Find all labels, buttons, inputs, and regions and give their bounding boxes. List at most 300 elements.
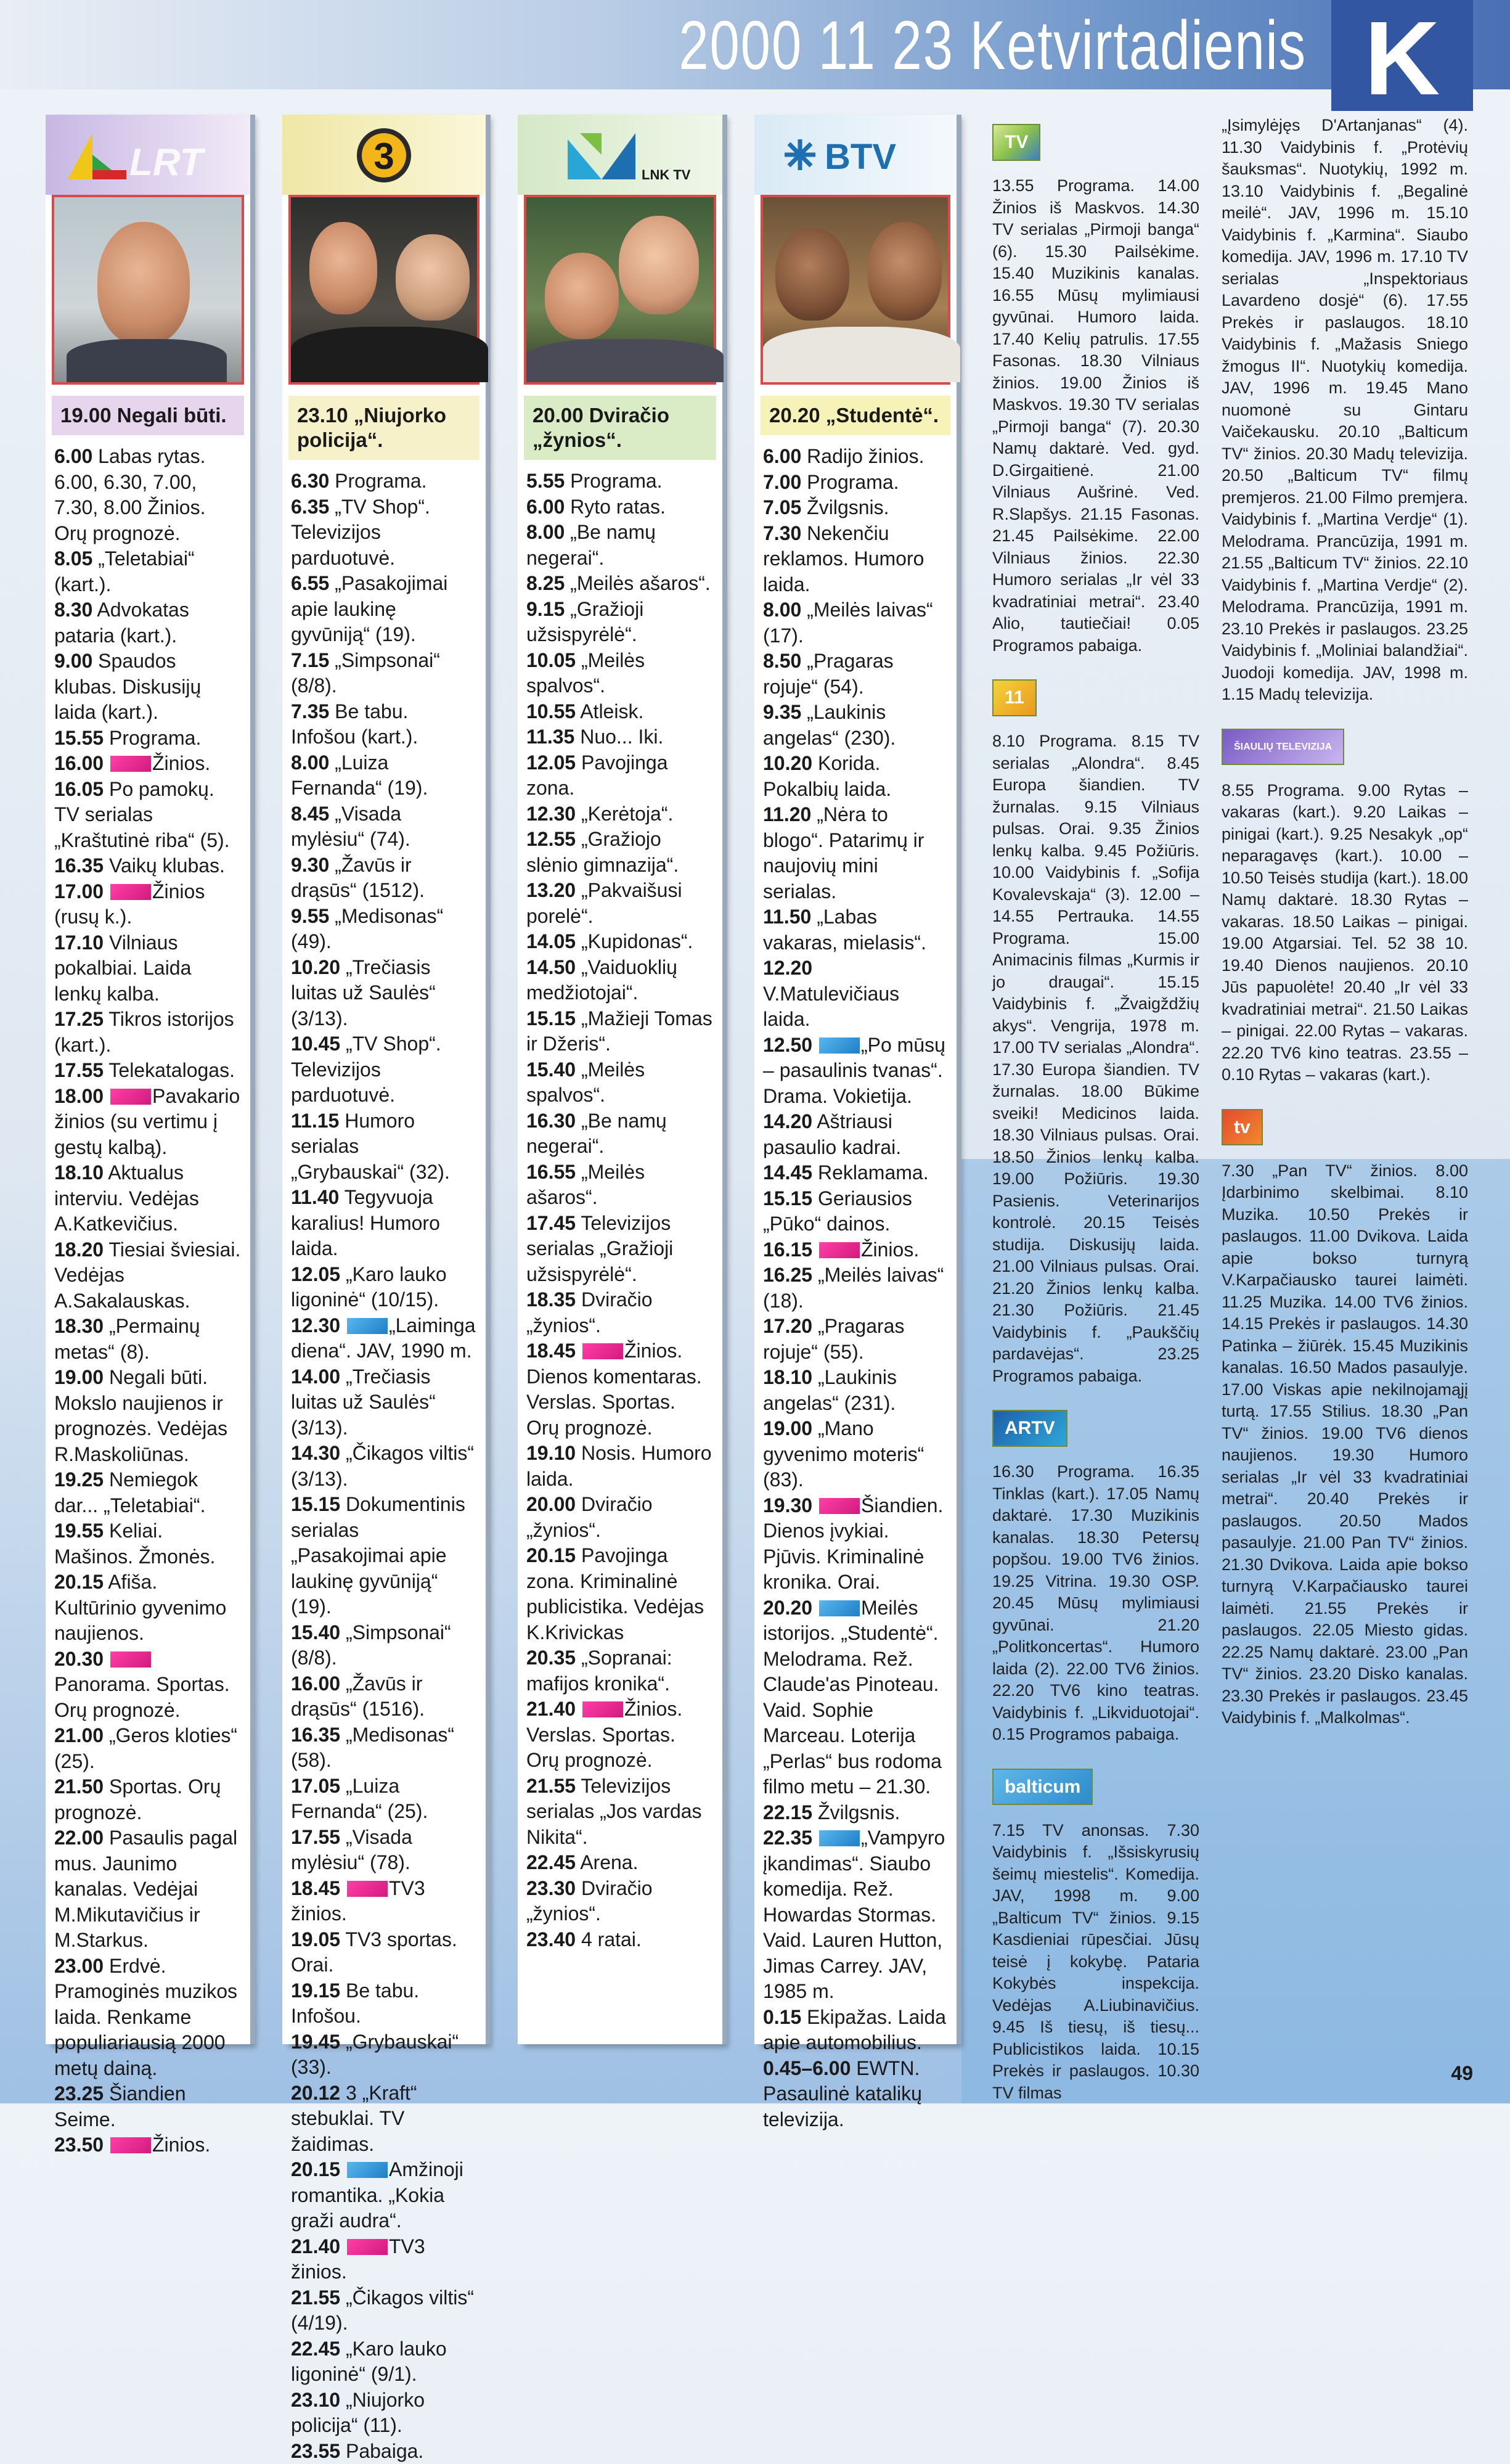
page-number: 49 <box>1451 2062 1473 2085</box>
film-flag-icon <box>347 2162 388 2178</box>
program-row <box>763 1416 948 1493</box>
program-title: EWTN. Pasaulinė katalikų televizija. <box>763 2057 922 2130</box>
program-time: 18.45 <box>526 1340 576 1362</box>
program-time: 14.45 <box>763 1161 812 1184</box>
program-time: 10.55 <box>526 700 576 722</box>
program-title: Programa. <box>570 470 662 492</box>
channel-column-btv <box>754 115 957 2044</box>
program-time: 18.45 <box>291 1877 340 1899</box>
program-time: 22.15 <box>763 1801 812 1823</box>
news-flag-icon <box>110 884 151 900</box>
program-time: 12.05 <box>526 751 576 774</box>
program-row <box>526 724 714 750</box>
program-time: 14.20 <box>763 1110 812 1132</box>
program-row <box>763 1800 948 1826</box>
program-title: Sportas. Orų prognozė. <box>54 1775 221 1823</box>
program-title: Be tabu. Infošou (kart.). <box>291 700 418 748</box>
program-row <box>763 470 948 496</box>
program-row <box>291 1262 477 1313</box>
program-row <box>291 1108 477 1185</box>
channel-block <box>1222 1100 1468 1729</box>
program-row <box>291 648 477 699</box>
program-time: 12.50 <box>763 1034 812 1056</box>
program-title: Vaikų klubas. <box>109 854 225 877</box>
program-time: 6.35 <box>291 496 329 518</box>
program-time: 21.40 <box>526 1698 576 1720</box>
lnk-logo <box>518 115 722 195</box>
program-title: Spaudos klubas. Diskusijų laida (kart.). <box>54 650 201 723</box>
program-title: Dviračio „žynios“. <box>526 1288 653 1336</box>
program-row <box>526 1287 714 1338</box>
program-row <box>291 1031 477 1108</box>
program-time: 19.45 <box>291 2031 340 2053</box>
program-title: „Karo lauko ligoninė“ (10/15). <box>291 1263 447 1311</box>
program-time: 19.05 <box>291 1928 340 1950</box>
program-time: 20.30 <box>54 1648 104 1670</box>
program-title: „Kupidonas“. <box>581 930 693 952</box>
program-row <box>526 469 714 494</box>
program-row <box>763 802 948 904</box>
program-title: „Be namų negerai“. <box>526 1110 667 1158</box>
program-time: 17.05 <box>291 1775 340 1797</box>
program-time: 16.00 <box>54 752 104 774</box>
channel-schedule-text: 7.15 TV anonsas. 7.30 Vaidybinis f. „Išsiskyrusių šeimų miestelis“. Komedija. JAV, 1998 m. 9.00 „Balticum TV“ žinios. 9.15 Kasdieniai rūpesčiai. Jūsų teisė į kokybę. Pataria Kokybės inspekcija. Vedėjas A.Liubinavičius. 9.45 Iš tiesų, iš tiesų... Publicistikos laida. 10.15 Prekės ir paslaugos. 10.30 TV filmas <box>992 1820 1199 2105</box>
program-title: Erdvė. Pramoginės muzikos laida. Renkame populiariausią 2000 metų dainą. <box>54 1955 237 2079</box>
program-time: 22.35 <box>763 1827 812 1849</box>
program-time: 22.45 <box>526 1851 576 1873</box>
program-title: „Medisonas“ (49). <box>291 905 443 953</box>
program-row <box>763 649 948 700</box>
program-row <box>526 494 714 520</box>
film-flag-icon <box>819 1600 860 1616</box>
program-row <box>763 751 948 802</box>
program-title: „Žavūs ir drąsūs“ (1512). <box>291 854 425 902</box>
program-row <box>54 1160 242 1237</box>
tv3-highlight: 23.10 „Niujorko policija“. <box>288 396 480 460</box>
program-time: 6.30 <box>291 470 329 492</box>
program-time: 10.20 <box>763 752 812 774</box>
program-time: 12.20 <box>763 957 812 979</box>
program-row <box>291 955 477 1032</box>
btv-logo <box>754 115 957 195</box>
program-title: „Trečiasis luitas už Saulės“ (3/13). <box>291 956 436 1029</box>
program-title: „Teletabiai“ (kart.). <box>54 547 195 596</box>
program-time: 20.00 <box>526 1493 576 1515</box>
program-title: Nekenčiu reklamos. Humoro laida. <box>763 522 924 596</box>
program-row <box>526 648 714 699</box>
program-row <box>54 1084 242 1161</box>
program-time: 11.35 <box>526 726 574 748</box>
program-time: 15.55 <box>54 727 104 749</box>
program-time: 7.15 <box>291 649 329 671</box>
program-time: 8.50 <box>763 650 801 672</box>
lnk-highlight: 20.00 Dviračio „žynios“. <box>524 396 716 460</box>
program-row <box>526 878 714 929</box>
program-time: 8.30 <box>54 599 92 621</box>
lrt-highlight: 19.00 Negali būti. <box>52 396 244 435</box>
program-row <box>763 956 948 1033</box>
program-time: 14.50 <box>526 956 576 978</box>
program-title: „Karo lauko ligoninė“ (9/1). <box>291 2338 447 2386</box>
program-time: 23.55 <box>291 2440 340 2462</box>
news-flag-icon <box>347 2239 388 2255</box>
program-title: Nuo... Iki. <box>580 726 663 748</box>
program-title: „Visada mylėsiu“ (74). <box>291 803 410 851</box>
program-time: 12.05 <box>291 1263 340 1285</box>
program-title: „Meilės ašaros“. <box>526 1161 645 1209</box>
program-time: 14.00 <box>291 1365 340 1388</box>
program-row <box>291 1492 477 1620</box>
program-time: 9.35 <box>763 701 801 723</box>
program-title: Tegyvuoja karalius! Humoro laida. <box>291 1186 440 1259</box>
program-title: „Sopranai: mafijos kronika“. <box>526 1647 672 1695</box>
program-title: 6.00, 6.30, 7.00, 7.30, 8.00 Žinios. Orų prognozė. <box>54 471 205 544</box>
channel-column-lrt <box>46 115 250 2044</box>
program-time: 20.12 <box>291 2082 340 2104</box>
program-row <box>291 750 477 801</box>
program-title: Televizijos serialas „Gražioji užsispyrėlė“. <box>526 1212 673 1285</box>
program-title: Ekipažas. Laida apie automobilius. <box>763 2006 946 2054</box>
program-row <box>291 853 477 904</box>
program-title: „TV Shop“. Televizijos parduotuvė. <box>291 496 430 569</box>
film-flag-icon <box>819 1038 860 1054</box>
program-row <box>54 1647 242 1724</box>
program-row <box>54 751 242 777</box>
program-row <box>54 1365 242 1467</box>
program-time: 16.35 <box>291 1724 340 1746</box>
program-title: Labas rytas. <box>98 445 205 467</box>
program-title: Atleisk. <box>580 700 643 722</box>
program-time: 16.15 <box>763 1238 812 1261</box>
program-row <box>291 571 477 648</box>
program-row <box>526 1543 714 1645</box>
program-row <box>291 1876 477 1927</box>
program-row <box>291 2157 477 2234</box>
program-time: 17.45 <box>526 1212 576 1234</box>
program-row <box>291 801 477 853</box>
program-title: „Mano gyvenimo moteris“ (83). <box>763 1417 924 1491</box>
news-flag-icon <box>582 1343 623 1359</box>
program-row <box>526 1492 714 1543</box>
program-time: 14.05 <box>526 930 576 952</box>
program-title: „Meilės laivas“ (17). <box>763 599 933 647</box>
program-row <box>526 571 714 597</box>
lrt-photo <box>52 195 244 385</box>
program-title: Šiandien Seime. <box>54 2082 186 2130</box>
program-title: Be tabu. Infošou. <box>291 1979 419 2028</box>
program-time: 15.40 <box>526 1058 576 1081</box>
program-title: Amžinoji romantika. „Kokia graži audra“. <box>291 2158 463 2232</box>
program-time: 8.25 <box>526 572 565 594</box>
program-title: „Luiza Fernanda“ (25). <box>291 1775 428 1823</box>
program-row <box>526 1441 714 1492</box>
program-row <box>526 1850 714 1876</box>
program-time: 20.35 <box>526 1647 576 1669</box>
channel-block <box>1222 115 1468 706</box>
program-title: Reklamama. <box>818 1161 929 1184</box>
program-row <box>763 2005 948 2056</box>
program-row <box>526 1927 714 1953</box>
program-title: Tikros istorijos (kart.). <box>54 1008 234 1056</box>
program-title: Žinios. <box>152 2134 210 2156</box>
channel-column-tv3 <box>282 115 486 2044</box>
program-time: 19.00 <box>763 1417 812 1439</box>
program-title: Žinios. Verslas. Sportas. Orų prognozė. <box>526 1698 682 1771</box>
program-time: 9.15 <box>526 598 565 620</box>
regional-channels-left <box>992 115 1199 2118</box>
program-title: „Gražioji užsispyrėlė“. <box>526 598 643 646</box>
program-time: 18.10 <box>54 1161 104 1184</box>
channel-logo <box>992 1401 1199 1456</box>
news-flag-icon <box>110 1652 151 1668</box>
channel-logo-icon: TV <box>992 124 1040 161</box>
program-title: „Pakvaišusi porelė“. <box>526 879 682 927</box>
program-row <box>526 1006 714 1057</box>
channel-logo-icon: balticum <box>992 1769 1093 1806</box>
program-title: 4 ratai. <box>581 1928 642 1950</box>
tv3-program-list <box>282 469 486 2464</box>
program-title: Meilės istorijos. „Studentė“. Melodrama. Rež. Claude'as Pinoteau. Vaid. Sophie Marceau. Loterija „Perlas“ bus rodoma filmo metu – 21.30. <box>763 1597 942 1798</box>
program-title: Žinios. <box>861 1238 919 1261</box>
channel-logo-icon: ARTV <box>992 1410 1067 1447</box>
program-row <box>526 955 714 1006</box>
program-title: „Pasakojimai apie laukinę gyvūniją“ (19). <box>291 572 447 645</box>
program-title: „Meilės laivas“ (18). <box>763 1264 944 1312</box>
program-time: 17.55 <box>54 1059 104 1081</box>
program-row <box>54 2132 242 2158</box>
program-title: „Luiza Fernanda“ (19). <box>291 751 428 800</box>
program-time: 21.55 <box>291 2286 340 2309</box>
program-time: 18.20 <box>54 1238 104 1261</box>
program-row <box>763 1595 948 1800</box>
program-title: Nosis. Humoro laida. <box>526 1442 712 1490</box>
program-title: „TV Shop“. Televizijos parduotuvė. <box>291 1033 441 1106</box>
film-flag-icon <box>819 1830 860 1846</box>
program-row <box>54 726 242 751</box>
program-title: „Čikagos viltis“ (3/13). <box>291 1442 474 1490</box>
program-row <box>763 1314 948 1365</box>
channel-logo-icon: tv <box>1222 1109 1263 1146</box>
program-row <box>54 1314 242 1365</box>
program-time: 8.45 <box>291 803 329 825</box>
program-row <box>291 2081 477 2158</box>
program-title: Telekatalogas. <box>108 1059 235 1081</box>
program-row <box>763 1237 948 1263</box>
program-title: „Be namų negerai“. <box>526 521 656 569</box>
program-title: Programa. <box>109 727 201 749</box>
program-time: 21.50 <box>54 1775 104 1798</box>
program-time: 8.00 <box>291 751 329 774</box>
program-time: 16.55 <box>526 1161 576 1183</box>
program-row <box>526 699 714 725</box>
program-row <box>763 1033 948 1110</box>
program-title: „Nėra to blogo“. Patarimų ir naujovių mini serialas. <box>763 803 924 903</box>
program-row <box>763 1365 948 1416</box>
program-time: 6.00 <box>763 445 801 467</box>
lnk-program-list <box>518 469 722 1952</box>
channel-schedule-text: 8.10 Programa. 8.15 TV serialas „Alondra“. 8.45 Europa šiandien. TV žurnalas. 9.15 Vilniaus pulsas. Orai. 9.35 Žinios lenkų kalba. 9.45 Požiūris. 10.00 Vaidybinis f. „Sofija Kovalevskaja“ (3). 12.00 – 14.55 Pertrauka. 14.55 Programa. 15.00 Animacinis filmas „Kurmis ir jo draugai“. 15.15 Vaidybinis f. „Žvaigždžių akys“. Vengrija, 1978 m. 17.00 TV serialas „Alondra“. 17.30 Europa šiandien. TV žurnalas. 18.00 Būkime sveiki! Medicinos laida. 18.30 Vilniaus pulsas. Orai. 18.50 Žinios lenkų kalba. 19.00 Požiūris. 19.30 Pasienis. Veterinarijos kontrolė. 20.15 Teisės studija. Diskusijų laida. 21.00 Vilniaus pulsas. Orai. 21.20 Žinios lenkų kalba. 21.30 Požiūris. 21.45 Vaidybinis f. „Paukščių pardavėjas“. 23.25 Programos pabaiga. <box>992 731 1199 1387</box>
program-title: „Mažieji Tomas ir Džeris“. <box>526 1007 712 1055</box>
program-time: 23.10 <box>291 2389 340 2411</box>
program-row <box>291 1825 477 1876</box>
program-row <box>526 801 714 827</box>
program-title: Programa. <box>807 471 899 493</box>
program-time: 21.40 <box>291 2235 340 2257</box>
program-row <box>54 1237 242 1314</box>
program-time: 23.00 <box>54 1955 104 1977</box>
program-time: 18.30 <box>54 1315 104 1337</box>
program-time: 23.40 <box>526 1928 576 1950</box>
program-row <box>526 1338 714 1441</box>
program-time: 7.05 <box>763 496 801 518</box>
tv3-photo <box>288 195 480 385</box>
program-time: 11.20 <box>763 803 811 825</box>
program-row <box>526 1774 714 1851</box>
channel-schedule-text: 16.30 Programa. 16.35 Tinklas (kart.). 17.05 Namų daktarė. 17.30 Muzikinis kanalas. 18.30 Petersų popšou. 19.00 TV6 žinios. 19.25 Vitrina. 19.30 OSP. 20.45 Mūsų mylimiausi gyvūnai. 21.20 „Politkoncertas“. Humoro laida (2). 22.00 TV6 žinios. 22.20 TV6 kino teatras. Vaidybinis f. „Likviduotojai“. 0.15 Programos pabaiga. <box>992 1461 1199 1746</box>
program-title: „Kerėtoja“. <box>581 803 673 825</box>
program-row <box>763 495 948 521</box>
program-title: Dviračio „žynios“. <box>526 1877 653 1925</box>
program-title: Programa. <box>335 470 426 492</box>
program-title: TV3 žinios. <box>291 1877 425 1925</box>
program-title: „Meilės spalvos“. <box>526 1058 645 1107</box>
program-row <box>763 904 948 956</box>
program-title: „Labas vakaras, mielasis“. <box>763 906 926 954</box>
program-title: Pavakario žinios (su vertimu į gestų kalbą). <box>54 1085 240 1158</box>
channel-block <box>992 115 1199 657</box>
program-time: 8.00 <box>526 521 565 543</box>
program-title: Dokumentinis serialas „Pasakojimai apie laukinę gyvūniją“ (19). <box>291 1493 465 1618</box>
program-row <box>54 930 242 1007</box>
program-row <box>763 1160 948 1186</box>
program-row <box>291 494 477 571</box>
program-time: 9.30 <box>291 854 329 876</box>
channel-logo <box>992 115 1199 170</box>
program-time: 22.00 <box>54 1827 104 1849</box>
program-row <box>526 929 714 955</box>
program-title: Humoro serialas „Grybauskai“ (32). <box>291 1110 450 1183</box>
program-row <box>291 2336 477 2388</box>
program-title: Po pamokų. TV serialas „Kraštutinė riba“ (5). <box>54 778 230 851</box>
program-row <box>54 879 242 930</box>
program-time: 10.45 <box>291 1033 340 1055</box>
program-title: Aštriausi pasaulio kadrai. <box>763 1110 901 1158</box>
program-time: 6.00 <box>54 445 92 467</box>
program-time: 19.10 <box>526 1442 576 1464</box>
program-title: Dviračio „žynios“. <box>526 1493 653 1541</box>
program-title: „Visada mylėsiu“ (78). <box>291 1826 412 1874</box>
program-time: 12.30 <box>291 1314 340 1336</box>
program-time: 22.45 <box>291 2338 340 2360</box>
program-title: Žinios. Dienos komentaras. Verslas. Sportas. Orų prognozė. <box>526 1340 702 1439</box>
program-title: „Geros kloties“ (25). <box>54 1724 237 1772</box>
program-row <box>54 853 242 879</box>
program-title: Šiandien. Dienos įvykiai. Pjūvis. Kriminalinė kronika. Orai. <box>763 1494 943 1594</box>
program-row <box>54 2081 242 2132</box>
program-time: 17.20 <box>763 1315 812 1337</box>
program-time: 7.00 <box>763 471 801 493</box>
program-row <box>54 1774 242 1825</box>
lnk-logo-icon <box>543 121 697 189</box>
program-time: 11.40 <box>291 1186 339 1208</box>
program-row <box>291 2029 477 2081</box>
program-title: „Žavūs ir drąsūs“ (1516). <box>291 1672 425 1721</box>
program-time: 19.15 <box>291 1979 340 2002</box>
program-row <box>291 1927 477 1978</box>
program-row <box>291 1364 477 1441</box>
lnk-photo <box>524 195 716 385</box>
program-time: 20.20 <box>763 1597 812 1619</box>
program-title: Žvilgsnis. <box>818 1801 900 1823</box>
program-title: Korida. Pokalbių laida. <box>763 752 891 800</box>
lrt-logo-icon <box>55 121 240 189</box>
program-title: TV3 sportas. Orai. <box>291 1928 457 1976</box>
program-row <box>54 777 242 854</box>
program-row <box>291 2439 477 2464</box>
program-title: „Gražiojo slėnio gimnazija“. <box>526 828 679 876</box>
program-time: 23.30 <box>526 1877 576 1899</box>
program-title: „Permainų metas“ (8). <box>54 1315 200 1363</box>
program-title: Nemiegok dar... „Teletabiai“. <box>54 1468 205 1516</box>
program-row <box>763 1186 948 1237</box>
program-row <box>526 1160 714 1211</box>
channel-block <box>1222 719 1468 1086</box>
channel-logo <box>992 1759 1199 1815</box>
program-title: „Meilės spalvos“. <box>526 649 645 697</box>
program-row <box>54 1518 242 1570</box>
film-flag-icon <box>347 1318 388 1334</box>
program-title: Pavojinga zona. <box>526 751 668 800</box>
program-row <box>763 700 948 751</box>
program-time: 19.30 <box>763 1494 812 1516</box>
program-title: „Trečiasis luitas už Saulės“ (3/13). <box>291 1365 436 1439</box>
program-time: 0.45–6.00 <box>763 2057 851 2079</box>
program-row <box>54 1825 242 1954</box>
program-row <box>291 2285 477 2336</box>
program-time: 9.55 <box>291 905 329 927</box>
program-title: „Pragaras rojuje“ (54). <box>763 650 894 698</box>
program-time: 7.35 <box>291 700 329 722</box>
program-row <box>291 2388 477 2439</box>
program-title: „Po mūsų – pasaulinis tvanas“. Drama. Vokietija. <box>763 1034 945 1107</box>
program-time: 11.15 <box>291 1110 339 1132</box>
program-title: „Simpsonai“ (8/8). <box>291 1621 451 1669</box>
svg-text:LRT: LRT <box>129 141 206 184</box>
channel-logo <box>1222 719 1468 775</box>
program-row <box>763 1109 948 1160</box>
btv-program-list <box>754 444 957 2132</box>
program-time: 12.30 <box>526 803 576 825</box>
program-time: 6.55 <box>291 572 329 594</box>
program-time: 17.55 <box>291 1826 340 1848</box>
program-time: 17.10 <box>54 931 104 954</box>
program-time: 21.55 <box>526 1775 576 1797</box>
channel-schedule-text: 8.55 Programa. 9.00 Rytas – vakaras (kart.). 9.20 Laikas – pinigai (kart.). 9.25 Nesakyk „op“ neparagavęs (kart.). 10.00 – 10.50 Teisės studija (kart.). 18.00 Namų daktarė. 18.30 Rytas – vakaras. 18.50 Laikas – pinigai. 19.00 Atgarsiai. Tel. 52 38 10. 19.40 Dienos naujienos. 20.10 Jūs papuolėte! 20.40 „Ir vėl 33 kvadratiniai metrai“. 21.50 Laikas – pinigai. 22.00 Rytas – vakaras. 22.20 TV6 kino teatras. 23.55 – 0.10 Rytas – vakaras (kart.). <box>1222 780 1468 1086</box>
program-time: 20.15 <box>54 1571 104 1593</box>
program-row <box>54 1007 242 1058</box>
program-time: 10.20 <box>291 956 340 978</box>
program-row <box>291 1978 477 2029</box>
channel-logo-icon: ŠIAULIŲ TELEVIZIJA <box>1222 729 1344 766</box>
program-row <box>763 597 948 649</box>
program-title: Žvilgsnis. <box>807 496 889 518</box>
program-row <box>763 1263 948 1314</box>
channel-schedule-text: „Įsimylėjęs D'Artanjanas“ (4). 11.30 Vaidybinis f. „Protėvių šauksmas“. Nuotykių, 1992 m. 13.10 Vaidybinis f. „Begalinė meilė“. JAV, 1996 m. 15.10 Vaidybinis f. „Karmina“. Siaubo komedija. JAV, 1996 m. 17.10 TV serialas „Inspektoriaus Lavardeno dosjė“ (6). 17.55 Prekės ir paslaugos. 18.10 Vaidybinis f. „Mažasis Sniego žmogus II“. Nuotykių komedija. JAV, 1996 m. 19.45 Mano nuomonė su Gintaru Vaičekausku. 20.10 „Balticum TV“ žinios. 20.30 Madų televizija. 20.50 „Balticum TV“ filmų premjeros. 21.00 Filmo premjera. Vaidybinis f. „Martina Verdje“ (1). Melodrama. Prancūzija, 1991 m. 21.55 „Balticum TV“ žinios. 22.10 Vaidybinis f. „Martina Verdje“ (2). Melodrama. Prancūzija, 1991 m. 23.10 Prekės ir paslaugos. 23.25 Vaidybinis f. „Moliniai balandžiai“. Juodoji komedija. JAV, 1998 m. 1.15 Madų televizija. <box>1222 115 1468 706</box>
program-time: 23.50 <box>54 2134 104 2156</box>
program-title: Žinios (rusų k.). <box>54 880 205 928</box>
program-title: Ryto ratas. <box>570 496 666 518</box>
program-title: „Meilės ašaros“. <box>570 572 711 594</box>
